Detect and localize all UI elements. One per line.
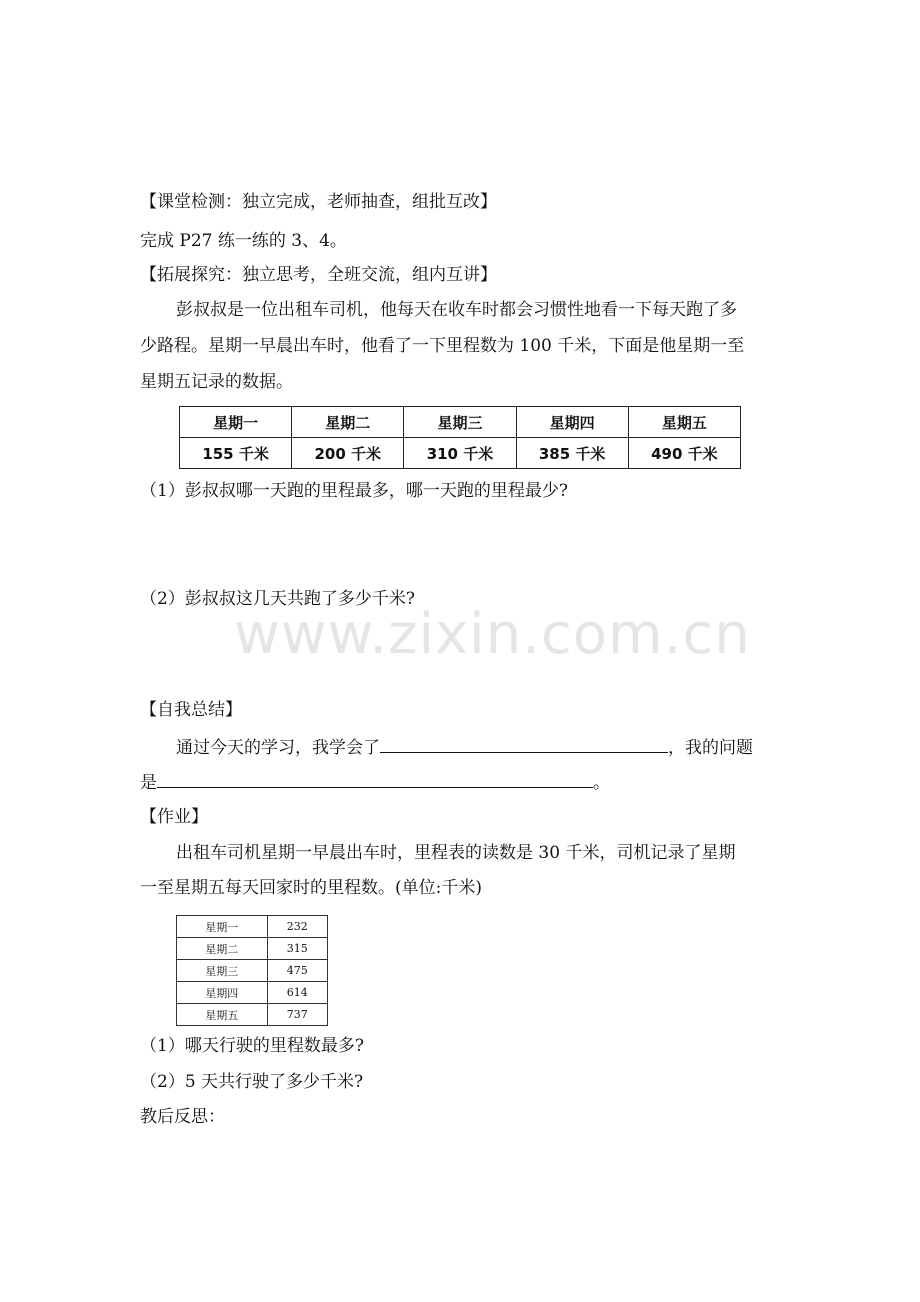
- mileage-day-cell: 星期一: [180, 407, 292, 438]
- mileage-value-cell: 200 千米: [292, 438, 404, 469]
- mileage-day-cell: 星期三: [404, 407, 516, 438]
- homework-paragraph-line-2: 一至星期五每天回家时的里程数。(单位:千米): [140, 878, 482, 898]
- summary-line-1-suffix: ，我的问题: [668, 738, 753, 758]
- mileage-day-cell: 星期四: [516, 407, 628, 438]
- mileage-value-cell: 490 千米: [628, 438, 740, 469]
- extension-paragraph-line-2: 少路程。星期一早晨出车时，他看了一下里程数为 100 千米，下面是他星期一至: [140, 336, 745, 356]
- mileage-day-cell: 星期五: [628, 407, 740, 438]
- summary-line-2-suffix: 。: [593, 773, 610, 793]
- table-row: [177, 916, 328, 938]
- table-row: [177, 1004, 328, 1026]
- mileage-value-cell: 155 千米: [180, 438, 292, 469]
- mileage-table-header-row: [180, 407, 741, 438]
- extension-paragraph-line-1: 彭叔叔是一位出租车司机，他每天在收车时都会习惯性地看一下每天跑了多: [176, 300, 737, 320]
- odometer-value-cell: 737: [267, 1004, 327, 1026]
- table-row: [177, 982, 328, 1004]
- odometer-day-cell: 星期一: [177, 916, 268, 938]
- learned-blank[interactable]: [380, 734, 668, 753]
- extension-paragraph-line-3: 星期五记录的数据。: [140, 372, 293, 392]
- summary-line-1: [176, 734, 753, 760]
- extension-question-1: （1）彭叔叔哪一天跑的里程最多，哪一天跑的里程最少?: [140, 481, 568, 501]
- summary-heading: 【自我总结】: [140, 700, 242, 720]
- mileage-day-cell: 星期二: [292, 407, 404, 438]
- mileage-value-cell: 385 千米: [516, 438, 628, 469]
- odometer-day-cell: 星期四: [177, 982, 268, 1004]
- odometer-value-cell: 475: [267, 960, 327, 982]
- homework-paragraph-line-1: 出租车司机星期一早晨出车时，里程表的读数是 30 千米，司机记录了星期: [176, 843, 736, 863]
- classroom-test-heading: 【课堂检测：独立完成，老师抽查，组批互改】: [140, 192, 497, 212]
- mileage-table-value-row: [180, 438, 741, 469]
- odometer-value-cell: 315: [267, 938, 327, 960]
- table-row: [177, 938, 328, 960]
- homework-question-2: （2）5 天共行驶了多少千米?: [140, 1072, 364, 1092]
- reflection-label: 教后反思：: [140, 1107, 225, 1127]
- mileage-value-cell: 310 千米: [404, 438, 516, 469]
- odometer-value-cell: 232: [267, 916, 327, 938]
- mileage-table: [179, 406, 741, 469]
- odometer-value-cell: 614: [267, 982, 327, 1004]
- homework-question-1: （1）哪天行驶的里程数最多?: [140, 1036, 364, 1056]
- summary-line-2: [140, 769, 610, 795]
- table-row: [177, 960, 328, 982]
- odometer-day-cell: 星期五: [177, 1004, 268, 1026]
- summary-line-2-prefix: 是: [140, 773, 157, 793]
- odometer-day-cell: 星期三: [177, 960, 268, 982]
- classroom-test-task: 完成 P27 练一练的 3、4。: [140, 231, 347, 251]
- homework-heading: 【作业】: [140, 807, 208, 827]
- question-blank[interactable]: [157, 769, 593, 788]
- odometer-table: [176, 915, 328, 1026]
- watermark-text: www.zixin.com.cn: [234, 602, 751, 667]
- summary-line-1-prefix: 通过今天的学习，我学会了: [176, 738, 380, 758]
- extension-heading: 【拓展探究：独立思考，全班交流，组内互讲】: [140, 265, 497, 285]
- odometer-day-cell: 星期二: [177, 938, 268, 960]
- extension-question-2: （2）彭叔叔这几天共跑了多少千米?: [140, 589, 415, 609]
